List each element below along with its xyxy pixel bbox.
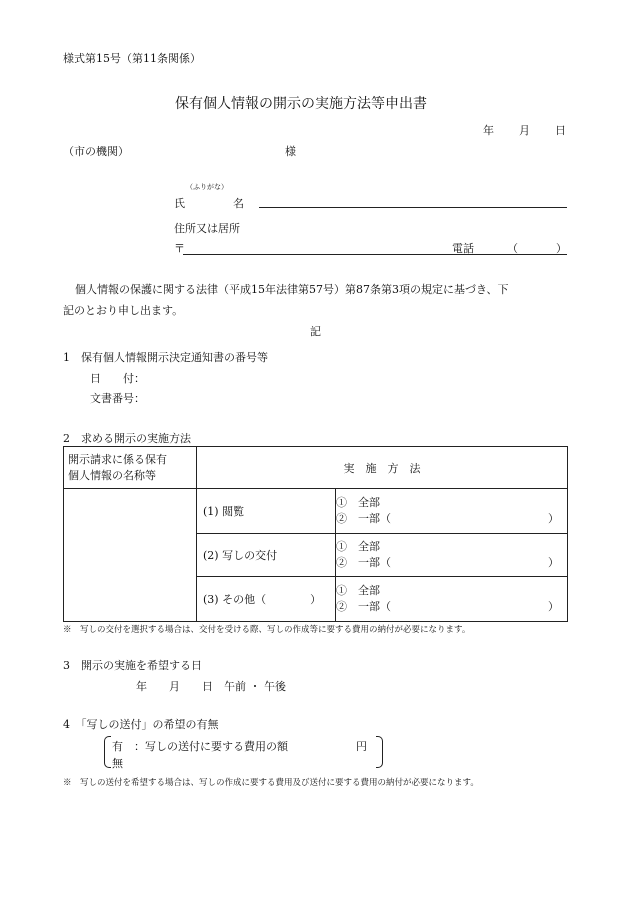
right-brace-icon xyxy=(376,736,383,768)
method-label-cell: (2) 写しの交付 xyxy=(197,534,336,577)
header-line-2: 個人情報の名称等 xyxy=(68,468,156,482)
section3-date-line: 年 月 日 午前 ・ 午後 xyxy=(136,680,286,693)
form-number: 様式第15号（第11条関係） xyxy=(63,52,201,65)
disclosure-method-table xyxy=(63,446,568,622)
name-label-2: 名 xyxy=(233,197,244,210)
section1-heading: 1 保有個人情報開示決定通知書の番号等 xyxy=(63,351,268,364)
furigana-label: （ふりがな） xyxy=(186,183,228,191)
table-header-method: 実 施 方 法 xyxy=(197,447,568,489)
phone-label: 電話 xyxy=(452,242,474,255)
option-all[interactable]: ① 全部 xyxy=(336,584,380,597)
option-partial[interactable]: ② 一部（ ） xyxy=(336,556,559,569)
name-field-line[interactable] xyxy=(259,207,567,208)
table-header-info-name xyxy=(64,447,197,489)
postal-mark: 〒 xyxy=(174,242,185,255)
method-options-cell[interactable] xyxy=(336,534,568,577)
ki-label: 記 xyxy=(310,325,321,338)
date-day-label: 日 xyxy=(555,124,566,137)
option-partial[interactable]: ② 一部（ ） xyxy=(336,512,559,525)
yen-label: 円 xyxy=(356,740,367,753)
section3-heading: 3 開示の実施を希望する日 xyxy=(63,659,202,672)
section2-heading: 2 求める開示の実施方法 xyxy=(63,432,191,445)
date-year-label: 年 xyxy=(483,124,494,137)
option-partial[interactable]: ② 一部（ ） xyxy=(336,600,559,613)
date-month-label: 月 xyxy=(519,124,530,137)
method-label-cell: (1) 閲覧 xyxy=(197,489,336,534)
option-all[interactable]: ① 全部 xyxy=(336,496,380,509)
honorific: 様 xyxy=(285,145,296,158)
method-options-cell[interactable] xyxy=(336,489,568,534)
option-no[interactable]: 無 xyxy=(112,757,123,770)
option-partial-close: ） xyxy=(548,512,559,525)
name-label-1: 氏 xyxy=(174,197,185,210)
page-title: 保有個人情報の開示の実施方法等申出書 xyxy=(175,96,427,112)
left-brace-icon xyxy=(104,736,111,768)
section1-date-label: 日 付： xyxy=(90,372,145,385)
addressee: （市の機関） xyxy=(63,145,129,158)
option-partial-close: ） xyxy=(548,600,559,613)
section4-heading: 4 「写しの送付」の希望の有無 xyxy=(63,718,219,731)
header-line-1: 開示請求に係る保有 xyxy=(68,452,167,466)
paragraph-line-1: 個人情報の保護に関する法律（平成15年法律第57号）第87条第3項の規定に基づき、下 xyxy=(75,283,509,296)
address-label: 住所又は居所 xyxy=(174,222,240,235)
option-yes[interactable]: 有 ：写しの送付に要する費用の額 xyxy=(112,740,288,753)
section1-docno-label: 文書番号： xyxy=(90,392,145,405)
method-options-cell[interactable] xyxy=(336,577,568,622)
paragraph-line-2: 記のとおり申し出ます。 xyxy=(63,304,184,317)
section4-note: ※ 写しの送付を希望する場合は、写しの作成に要する費用及び送付に要する費用の納付が必要になります。 xyxy=(63,778,479,788)
phone-paren-close: ） xyxy=(556,242,567,255)
option-partial-close: ） xyxy=(548,556,559,569)
info-name-cell[interactable] xyxy=(64,489,197,622)
method-label-cell: (3) その他（ ） xyxy=(197,577,336,622)
section2-note: ※ 写しの交付を選択する場合は、交付を受ける際、写しの作成等に要する費用の納付が必要になります。 xyxy=(63,625,471,635)
phone-paren-open: （ xyxy=(507,242,518,255)
option-all[interactable]: ① 全部 xyxy=(336,540,380,553)
